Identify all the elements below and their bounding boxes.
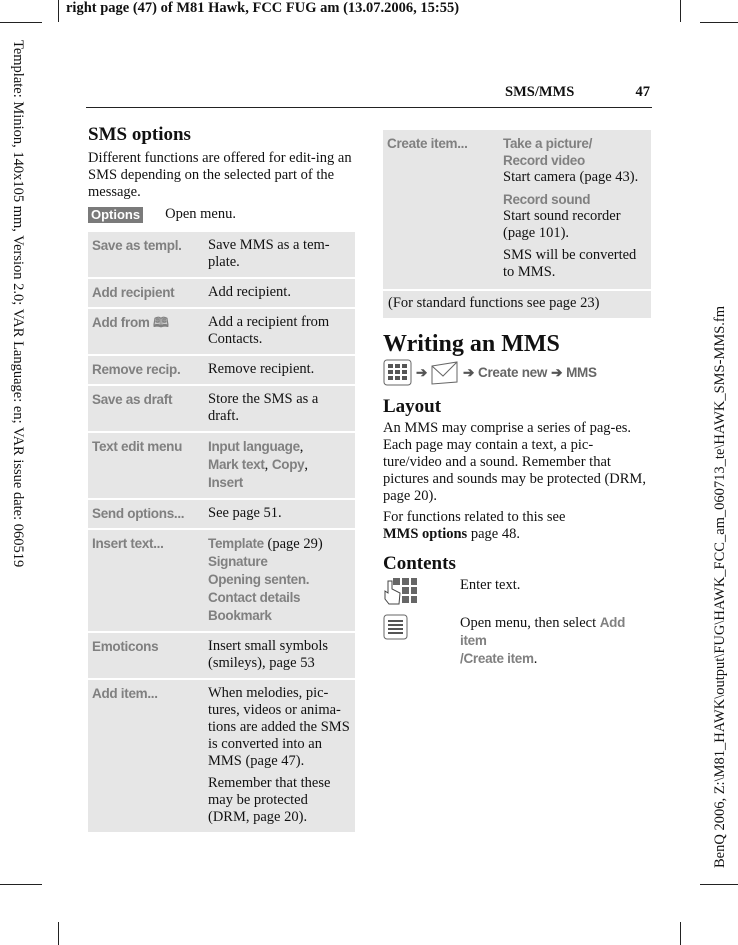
option-name: Create item... xyxy=(387,136,468,151)
option-desc: SMS will be converted to MMS. xyxy=(503,247,637,280)
content-desc: Open menu, then select Add item /Create item. xyxy=(460,615,626,667)
table-row xyxy=(88,500,355,528)
submenu-item: Mark text xyxy=(208,457,265,472)
right-column xyxy=(383,130,651,668)
option-desc: Start camera (page 43). xyxy=(503,169,639,185)
running-header xyxy=(86,84,652,108)
option-name: Add from xyxy=(92,315,150,330)
print-info: right page (47) of M81 Hawk, FCC FUG am (13.07.2006, 15:55) xyxy=(66,0,460,16)
crop-mark xyxy=(700,884,738,885)
submenu-item: Template xyxy=(208,536,264,551)
list-item xyxy=(383,577,651,610)
option-name: Insert text... xyxy=(92,536,164,551)
table-row xyxy=(88,680,355,832)
submenu-item: Copy xyxy=(271,457,305,472)
table-row xyxy=(88,356,355,384)
crop-mark xyxy=(700,22,738,23)
crop-mark xyxy=(680,922,681,945)
option-desc: Save MMS as a tem-plate. xyxy=(208,237,330,270)
page-number: 47 xyxy=(635,84,650,100)
option-desc: Start sound recorder (page 101). xyxy=(503,208,621,241)
table-row xyxy=(88,279,355,307)
option-desc: Insert small symbols (smileys), page 53 xyxy=(208,638,329,671)
template-info: Template: Minion, 140x105 mm, Version 2.0; VAR Language: en; VAR issue date: 060519 xyxy=(10,40,26,568)
options-desc: Open menu. xyxy=(165,206,236,222)
option-desc: Remove recipient. xyxy=(208,361,315,377)
option-name: Save as templ. xyxy=(92,238,182,253)
option-desc: See page 51. xyxy=(208,505,282,521)
option-desc: Store the SMS as a draft. xyxy=(208,391,319,424)
options-softkey: Options xyxy=(88,207,143,223)
heading: SMS options xyxy=(88,124,191,145)
option-desc: Remember that these may be protected (DRM, page 20). xyxy=(208,775,331,825)
menu-path-item: MMS xyxy=(566,365,597,380)
submenu-item: Bookmark xyxy=(208,608,272,623)
menu-list-icon xyxy=(383,614,460,668)
crop-mark xyxy=(58,0,59,22)
crop-mark xyxy=(58,922,59,945)
submenu-item: Signature xyxy=(208,554,268,569)
heading: Layout xyxy=(383,396,442,417)
envelope-icon xyxy=(431,361,459,385)
table-row xyxy=(88,309,355,354)
sms-options-section xyxy=(88,126,355,834)
standard-functions-note: (For standard functions see page 23) xyxy=(383,291,651,318)
option-desc: Add recipient. xyxy=(208,284,291,300)
contacts-book-icon: 🕮 xyxy=(153,315,169,330)
arrow-icon: ➔ xyxy=(416,365,428,380)
table-row xyxy=(383,130,651,289)
submenu-item: Record video xyxy=(503,153,585,168)
crop-mark xyxy=(680,0,681,22)
option-name: Emoticons xyxy=(92,639,159,654)
text: page 48. xyxy=(467,526,520,542)
link-mms-options: MMS options xyxy=(383,526,468,542)
submenu-item: Record sound xyxy=(503,192,591,207)
crop-mark xyxy=(0,22,42,23)
option-name: Text edit menu xyxy=(92,439,183,454)
keypad-hand-icon xyxy=(383,577,460,610)
submenu-item: Opening senten. xyxy=(208,572,310,587)
submenu-item: Contact details xyxy=(208,590,301,605)
option-name: Save as draft xyxy=(92,392,173,407)
file-path-info: BenQ 2006, Z:\M81_HAWK\output\FUG\HAWK_FCC_am_060713_te\HAWK_SMS-MMS.fm xyxy=(712,305,728,868)
table-row: Text edit menu Input language, Mark text, Copy, Insert xyxy=(88,433,355,498)
related-text xyxy=(383,509,651,543)
page-ref: (page 29) xyxy=(263,536,323,552)
submenu-item: Take a picture/ xyxy=(503,136,593,151)
menu-path-item: Create new xyxy=(478,365,548,380)
layout-text: An MMS may comprise a series of pag-es. Each page may contain a text, a pic-ture/video and a sound. Remember that pictures and sounds may be protected (DRM, page 20). xyxy=(383,420,646,504)
list-item xyxy=(383,614,651,668)
table-row xyxy=(88,633,355,678)
intro-text: Different functions are offered for edit-ing an SMS depending on the selected part of the message. xyxy=(88,150,352,200)
text: For functions related to this see xyxy=(383,509,566,525)
table-row xyxy=(88,530,355,631)
option-name: Remove recip. xyxy=(92,362,181,377)
option-desc: Add a recipient from Contacts. xyxy=(208,314,330,347)
option-desc: When melodies, pic-tures, videos or anima-tions are added the SMS is converted into an MMS (page 47). xyxy=(208,685,350,769)
arrow-icon: ➔ xyxy=(551,365,563,380)
option-name: Add recipient xyxy=(92,285,175,300)
option-name: Add item... xyxy=(92,686,158,701)
heading: Writing an MMS xyxy=(383,331,560,357)
heading: Contents xyxy=(383,553,456,574)
section-title: SMS/MMS xyxy=(505,84,575,100)
table-row xyxy=(88,386,355,431)
option-name: Send options... xyxy=(92,506,185,521)
submenu-item: Input language xyxy=(208,439,300,454)
menu-grid-icon xyxy=(383,359,412,386)
menu-path xyxy=(383,359,651,386)
arrow-icon: ➔ xyxy=(463,365,475,380)
submenu-item: Insert xyxy=(208,475,243,490)
table-row xyxy=(88,232,355,277)
content-desc: Enter text. xyxy=(460,577,521,593)
